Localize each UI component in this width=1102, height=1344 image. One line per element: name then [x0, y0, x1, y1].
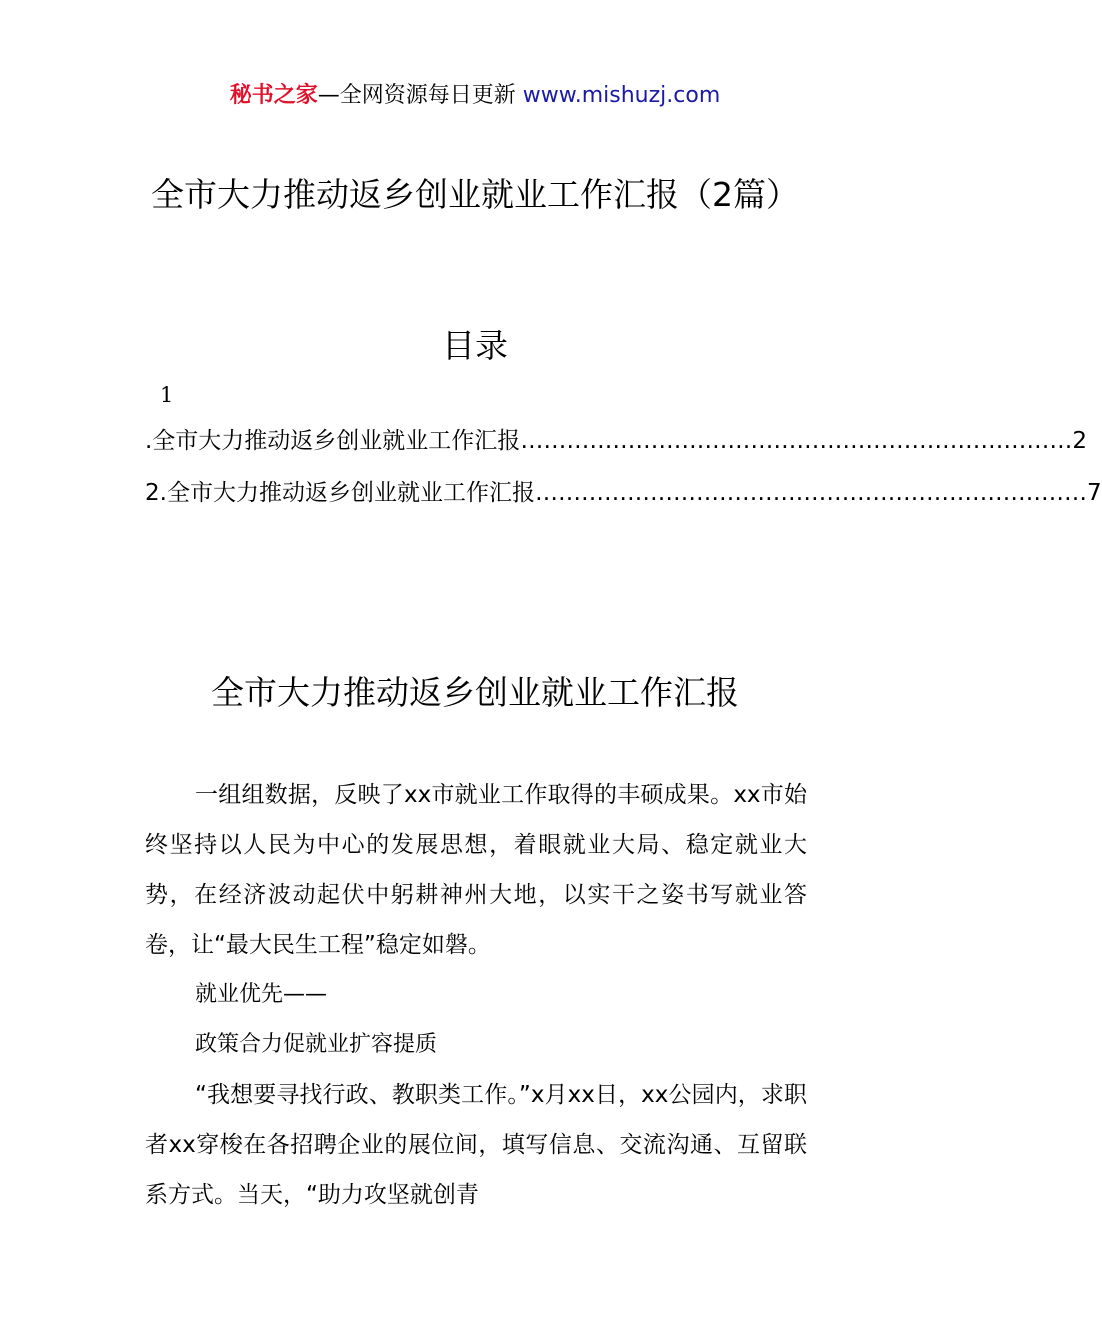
- body-paragraph: 一组组数据，反映了xx市就业工作取得的丰硕成果。xx市始终坚持以人民为中心的发展思想，着眼就业大局、稳定就业大势，在经济波动起伏中躬耕神州大地，以实干之姿书写就业答卷，让“最大民生工程”稳定如磐。: [145, 782, 807, 958]
- banner-slogan: —全网资源每日更新: [317, 83, 523, 108]
- section-body: [145, 770, 807, 1220]
- banner-url-link[interactable]: www.mishuzj.com: [522, 83, 721, 108]
- site-banner: [0, 78, 950, 114]
- toc-entry-page: 2: [1072, 428, 1087, 454]
- toc-entry-text: 2.全市大力推动返乡创业就业工作汇报: [145, 480, 535, 506]
- document-title: 全市大力推动返乡创业就业工作汇报（2篇）: [151, 175, 799, 214]
- banner-brand: 秘书之家: [229, 83, 318, 108]
- toc-entry[interactable]: [145, 476, 1102, 510]
- toc-heading: 目录: [442, 326, 508, 365]
- body-paragraph: “我想要寻找行政、教职类工作。”x月xx日，xx公园内，求职者xx穿梭在各招聘企业的展位间，填写信息、交流沟通、互留联系方式。当天，“助力攻坚就创青: [145, 1082, 807, 1208]
- subheading-line: 政策合力促就业扩容提质: [195, 1032, 438, 1057]
- toc-leader-dots: ………………………………………………………………: [520, 428, 1073, 454]
- section-title: 全市大力推动返乡创业就业工作汇报: [211, 673, 739, 712]
- toc-entry-page: 7: [1086, 480, 1102, 506]
- toc-entry-text: .全市大力推动返乡创业就业工作汇报: [145, 428, 521, 454]
- toc-number-line: 1: [160, 383, 174, 407]
- toc-entry[interactable]: [145, 424, 1087, 458]
- subheading-line: 就业优先——: [195, 982, 328, 1007]
- toc-leader-dots: ………………………………………………………………: [534, 480, 1087, 506]
